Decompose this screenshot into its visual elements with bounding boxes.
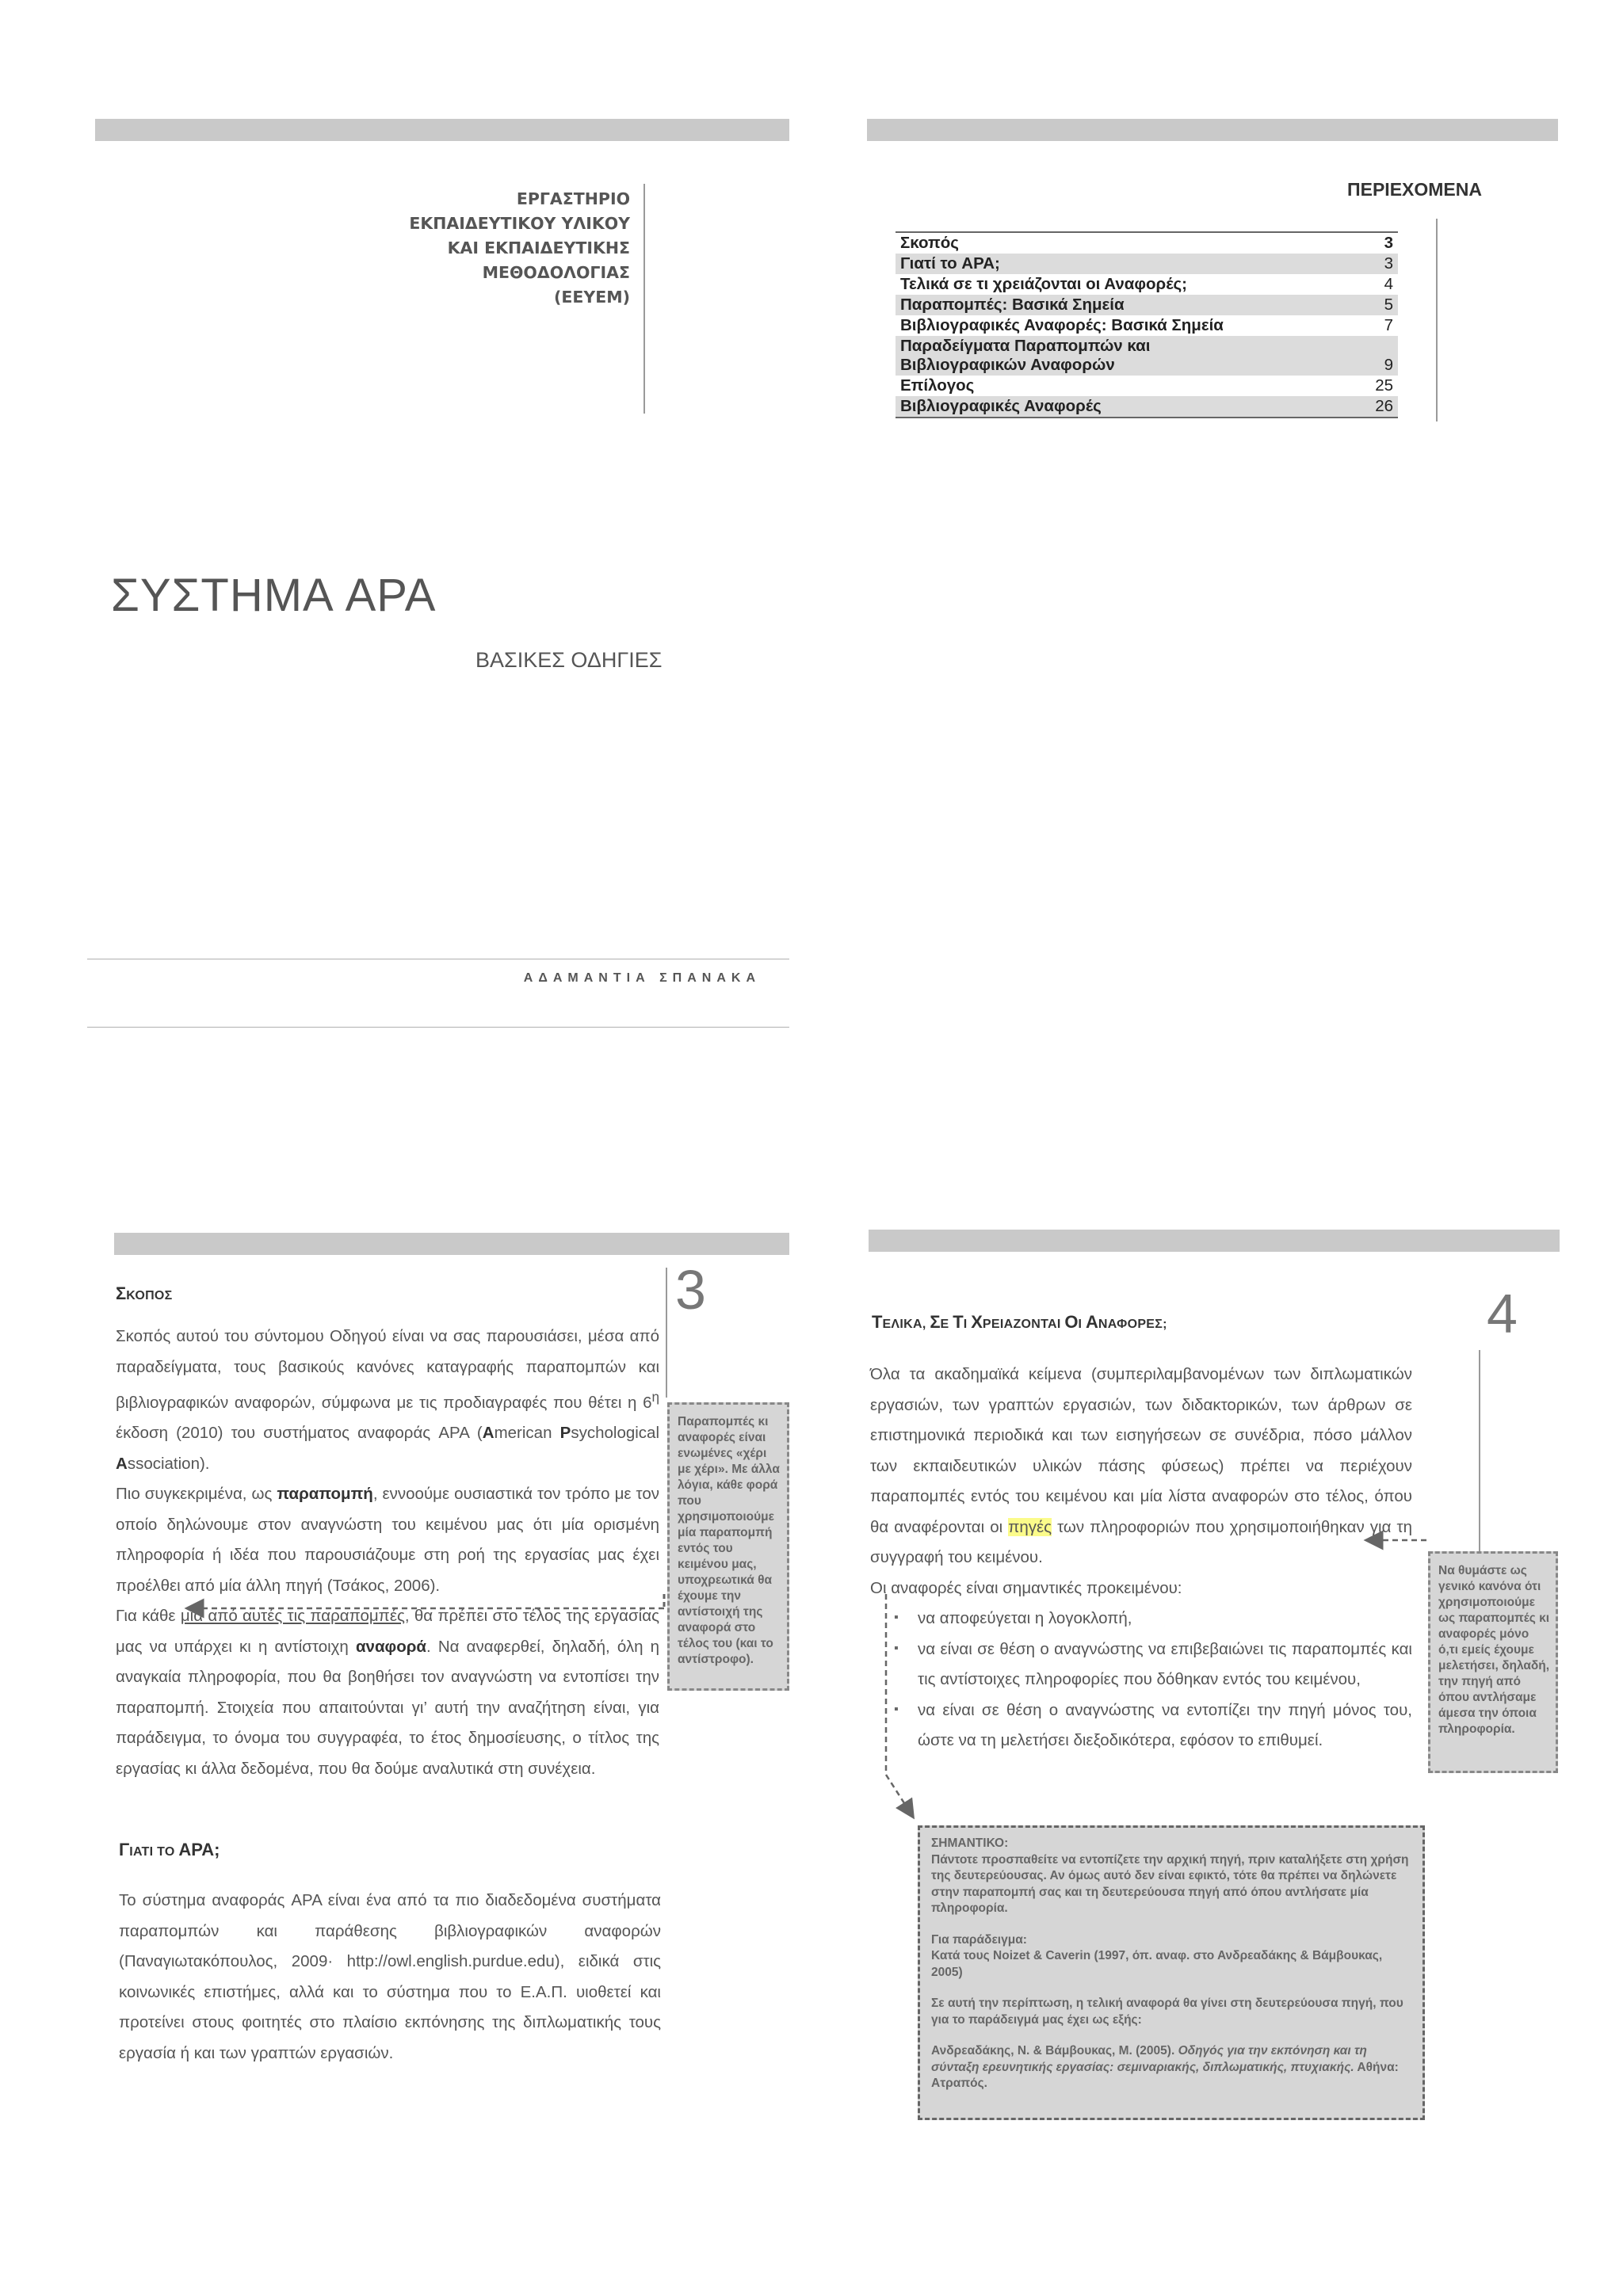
toc-page: 4 — [1384, 275, 1393, 293]
highlighted-word: πηγές — [1008, 1517, 1052, 1536]
heading-initial: Σ — [930, 1312, 941, 1332]
heading-rest: ΙΑΤΙ ΤΟ — [129, 1845, 179, 1859]
text: έκδοση (2010) του συστήματος αναφοράς APA ( — [116, 1424, 483, 1443]
heading-initial: Χ — [971, 1312, 983, 1332]
author-name: ΑΔΑΜΑΝΤΙΑ ΣΠΑΝΑΚΑ — [523, 971, 761, 985]
text: αναφορά — [355, 1637, 427, 1656]
text: η — [651, 1390, 659, 1405]
document-title: ΣΥΣΤΗΜΑ APA — [111, 570, 437, 621]
text: των πληροφοριών που χρησιμοποιήθηκαν για τη συγγραφή του κειμένου. — [870, 1517, 1412, 1566]
heading-initial: Τ — [953, 1312, 964, 1332]
general-rule-sidebox: Να θυμάστε ως γενικό κανόνα ότι χρησιμοποιούμε ως παραπομπές κι αναφορές μόνο ό,τι εμείς έχουμε μελετήσει, δηλαδή, την πηγή από όπου αντλήσαμε άμεσα την όποια πληροφορία. — [1428, 1551, 1558, 1773]
heading-rest: Ι — [1078, 1318, 1086, 1331]
note-text: Κατά τους Noizet & Caverin (1997, όπ. αναφ. στο Ανδρεαδάκης & Βάμβουκας, 2005) — [931, 1949, 1383, 1979]
toc-label: Τελικά σε τι χρειάζονται οι Αναφορές; — [900, 275, 1187, 293]
toc-label-line: Βιβλιογραφικών Αναφορών — [900, 356, 1115, 374]
note-title: ΣΗΜΑΝΤΙΚΟ: — [931, 1836, 1009, 1850]
org-line: ΕΚΠΑΙΔΕΥΤΙΚΟΥ ΥΛΙΚΟΥ — [409, 214, 630, 233]
heading-initial: Γ — [119, 1840, 130, 1859]
org-line: ΜΕΘΟΔΟΛΟΓΙΑΣ — [482, 263, 630, 282]
text: ssociation). — [127, 1454, 210, 1473]
text: Οι αναφορές είναι σημαντικές προκειμένου: — [870, 1578, 1182, 1597]
note-text: Πάντοτε προσπαθείτε να εντοπίζετε την αρχική πηγή, πριν καταλήξετε στη χρήση της δευτερεύουσας. Αν όμως αυτό δεν είναι εφικτό, τότε θα πρέπει να δηλώνετε στην παραπομπή σας και τη δευτερεύουσα πηγή από όπου αντλήσατε μία πληροφορία. — [931, 1852, 1409, 1915]
toc-page: 3 — [1384, 254, 1393, 273]
note-text: Οδηγός για την εκπόνηση και τη σύνταξη ερευνητικής εργασίας: σεμιναριακής, διπλωματικής, πτυχιακής. — [931, 2044, 1367, 2074]
org-line: ΕΡΓΑΣΤΗΡΙΟ — [516, 189, 630, 208]
toc-page: 3 — [1384, 234, 1393, 252]
text: A — [482, 1424, 495, 1443]
list-item: ▪ να είναι σε θέση ο αναγνώστης να επιβεβαιώνει τις παραπομπές και τις αντίστοιχες πληροφορίες που δόθηκαν εντός του κειμένου, — [918, 1634, 1412, 1695]
toc-page: 26 — [1375, 397, 1393, 415]
toc-page: 7 — [1384, 316, 1393, 334]
heading-initial: Ο — [1064, 1312, 1079, 1332]
document-subtitle: ΒΑΣΙΚΕΣ ΟΔΗΓΙΕΣ — [475, 648, 663, 672]
text: μία από αυτές τις παραπομπές — [180, 1607, 405, 1626]
arrow-page3 — [663, 1594, 664, 1608]
heading-rest: ΕΛΙΚΑ, — [882, 1318, 930, 1331]
toc-label: Σκοπός — [900, 234, 959, 252]
text: P — [559, 1424, 571, 1443]
text: Σκοπός αυτού του σύντομου Οδηγού είναι να σας παρουσιάσει, μέσα από παραδείγματα, τους βασικούς κανόνες καταγραφής παραπομπών και βιβλιογραφικών αναφορών, σύμφωνα με τις προδιαγραφές που θέτει η 6 — [116, 1327, 659, 1412]
text: merican — [494, 1424, 560, 1443]
text: Το σύστημα αναφοράς APA είναι ένα από τα πιο διαδεδομένα συστήματα παραπομπών και παράθεσης βιβλιογραφικών αναφορών (Παναγιωτακόπουλος, 2009· http://owl.english.purdue.edu), ειδικά στις κοινωνικές επιστήμες, αλλά και το σύστημα που το Ε.Α.Π. υιοθετεί και προτείνει στους φοιτητές στο πλαίσιο εκπόνησης της διπλωματικής τους εργασία ή και των γραπτών εργασιών. — [119, 1891, 661, 2062]
toc-label: Παραπομπές: Βασικά Σημεία — [900, 296, 1125, 314]
page-number: 3 — [675, 1259, 706, 1321]
reference-citation-sidebox: Παραπομπές κι αναφορές είναι ενωμένες «χέρι με χέρι». Με άλλα λόγια, κάθε φορά που χρησιμοποιούμε μία παραπομπή εντός του κειμένου μας, υποχρεωτικά θα έχουμε την αντίστοιχή της αναφορά στο τέλος του (και το αντίστροφο). — [667, 1402, 789, 1691]
heading-rest: ΡΕΙΑΖΟΝΤΑΙ — [982, 1318, 1065, 1331]
org-line: ΚΑΙ ΕΚΠΑΙΔΕΥΤΙΚΗΣ — [447, 238, 630, 257]
page-number: 4 — [1487, 1283, 1518, 1344]
toc-page: 9 — [1384, 356, 1393, 374]
heading-rest: Ε — [940, 1318, 953, 1331]
text: Όλα τα ακαδημαϊκά κείμενα (συμπεριλαμβανομένων των διπλωματικών εργασιών, των γραπτών εργασιών, των διδακτορικών, των άρθρων σε επιστημονικά περιοδικά και των εισηγήσεων σε συνέδρια, πόσο μάλλον των εκπαιδευτικών υλικών πάσης φύσεως) πρέπει να περιέχουν παραπομπές εντός του κειμένου και μία λίστα αναφορών στο τέλος, όπου θα αναφέρονται οι — [870, 1365, 1412, 1536]
heading-rest: ΚΟΠΟΣ — [126, 1289, 173, 1302]
text: Για κάθε — [116, 1607, 181, 1626]
heading-initial: Τ — [872, 1312, 883, 1332]
toc-label-line: Παραδείγματα Παραπομπών και — [900, 337, 1151, 355]
note-text: Ανδρεαδάκης, Ν. & Βάμβουκας, Μ. (2005). — [931, 2044, 1178, 2058]
text: , εννοούμε ουσιαστικά τον τρόπο με τον οποίο δηλώνουμε στον αναγνώστη του κειμένου μας ότι μία ορισμένη πληροφορία ή ιδέα που παρουσιάζουμε στη ροή της εργασίας μας έχει προέλθει από μία άλλη πηγή (Τσάκος, 2006). — [116, 1485, 659, 1595]
arrow-page4-left — [886, 1594, 911, 1814]
heading-rest: ΝΑΦΟΡΕΣ; — [1098, 1318, 1167, 1331]
list-item: ▪ να είναι σε θέση ο αναγνώστης να εντοπίζει την πηγή μόνος του, ώστε να τη μελετήσει διεξοδικότερα, εφόσον το επιθυμεί. — [918, 1695, 1412, 1756]
note-text: Για παράδειγμα: — [931, 1932, 1027, 1947]
list-item: ▪ να αποφεύγεται η λογοκλοπή, — [918, 1604, 1412, 1634]
text: A — [116, 1454, 128, 1473]
text: sychological — [571, 1424, 660, 1443]
toc-page: 5 — [1384, 296, 1393, 314]
org-line: (ΕΕΥΕΜ) — [554, 288, 630, 307]
heading-rest: APA; — [178, 1840, 220, 1859]
note-text: Αθήνα: Ατραπός. — [931, 2060, 1399, 2090]
text: παραπομπή — [277, 1485, 373, 1504]
heading-initial: Α — [1085, 1312, 1098, 1332]
heading-rest: Ι — [963, 1318, 972, 1331]
text: Πιο συγκεκριμένα, ως — [116, 1485, 277, 1504]
toc-title: ΠΕΡΙΕΧΟΜΕΝΑ — [1347, 179, 1482, 200]
toc-label: Βιβλιογραφικές Αναφορές: Βασικά Σημεία — [900, 316, 1224, 334]
text: . Να αναφερθεί, δηλαδή, όλη η αναγκαία πληροφορία, που θα βοηθήσει τον αναγνώστη να εντοπίσει την παραπομπή. Στοιχεία που απαιτούνται γι’ αυτή την αναζήτηση είναι, για παράδειγμα, το όνομα του συγγραφέα, το έτος δημοσίευσης, ο τίτλος της εργασίας κι άλλα δεδομένα, που θα δούμε αναλυτικά στη συνέχεια. — [116, 1637, 660, 1778]
toc-label: Επίλογος — [900, 376, 975, 395]
note-text: Σε αυτή την περίπτωση, η τελική αναφορά θα γίνει στη δευτερεύουσα πηγή, που για το παράδειγμά μας έχει ως εξής: — [931, 1997, 1403, 2027]
heading-initial: Σ — [116, 1283, 127, 1303]
toc-label: Γιατί το APA; — [900, 254, 1000, 273]
toc-label: Βιβλιογραφικές Αναφορές — [900, 397, 1102, 415]
text: , θα πρέπει στο τέλος της εργασίας μας να υπάρχει κι η αντίστοιχη — [116, 1607, 659, 1656]
toc-page: 25 — [1375, 376, 1393, 395]
